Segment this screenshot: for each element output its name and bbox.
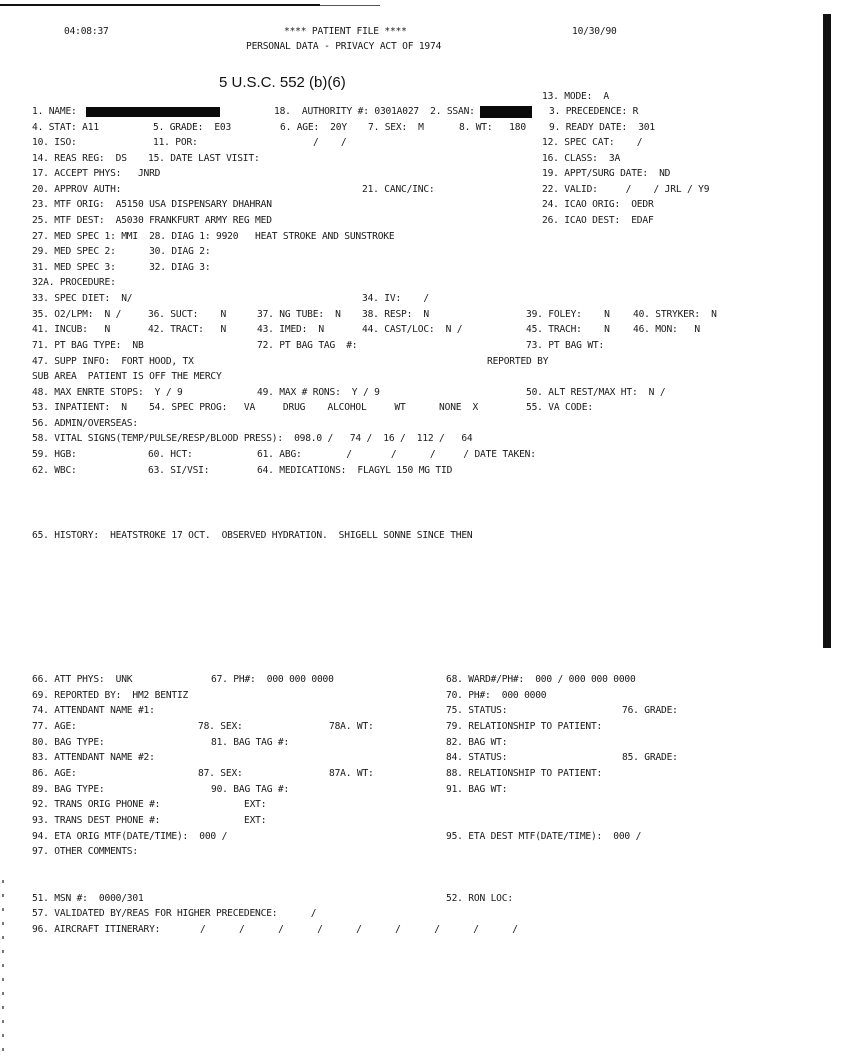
- field-42-tract: 42. TRACT: N: [148, 324, 227, 335]
- field-70-ph: 70. PH#: 000 0000: [446, 690, 547, 701]
- field-18-authority: 18. AUTHORITY #: 0301A027 2. SSAN:: [274, 106, 475, 117]
- field-78-sex: 78. SEX:: [198, 721, 243, 732]
- field-92-ext: EXT:: [244, 799, 267, 810]
- field-36-suct: 36. SUCT: N: [148, 309, 227, 320]
- field-12-spec-cat: 12. SPEC CAT: /: [542, 137, 643, 148]
- field-22-valid: 22. VALID: / / JRL / Y9: [542, 184, 710, 195]
- field-35-o2-lpm: 35. O2/LPM: N /: [32, 309, 122, 320]
- top-rule-tail: [320, 5, 380, 6]
- field-47-supp-info: 47. SUPP INFO: FORT HOOD, TX: [32, 356, 194, 367]
- field-61-abg: 61. ABG: / / / / DATE TAKEN:: [257, 449, 536, 460]
- field-88-relationship: 88. RELATIONSHIP TO PATIENT:: [446, 768, 603, 779]
- field-10-iso: 10. ISO:: [32, 137, 77, 148]
- field-43-imed: 43. IMED: N: [257, 324, 324, 335]
- header-title: **** PATIENT FILE ****: [284, 26, 407, 37]
- header-time: 04:08:37: [64, 26, 109, 37]
- field-75-status: 75. STATUS:: [446, 705, 508, 716]
- field-16-class: 16. CLASS: 3A: [542, 153, 621, 164]
- field-20-approv-auth: 20. APPROV AUTH:: [32, 184, 122, 195]
- field-24-icao-orig: 24. ICAO ORIG: OEDR: [542, 199, 654, 210]
- field-51-msn: 51. MSN #: 0000/301: [32, 893, 144, 904]
- field-49-max-rons: 49. MAX # RONS: Y / 9: [257, 387, 380, 398]
- field-37-ng-tube: 37. NG TUBE: N: [257, 309, 341, 320]
- field-14-reas-reg: 14. REAS REG: DS: [32, 153, 127, 164]
- field-9-ready-date: 9. READY DATE: 301: [549, 122, 655, 133]
- field-95-eta-dest-mtf: 95. ETA DEST MTF(DATE/TIME): 000 /: [446, 831, 642, 842]
- field-48-max-enrte-stops: 48. MAX ENRTE STOPS: Y / 9: [32, 387, 183, 398]
- field-71-pt-bag-type: 71. PT BAG TYPE: NB: [32, 340, 144, 351]
- field-58-vital-signs: 58. VITAL SIGNS(TEMP/PULSE/RESP/BLOOD PRESS): 098.0 / 74 / 16 / 112 / 64: [32, 433, 473, 444]
- field-89-bag-type: 89. BAG TYPE:: [32, 784, 105, 795]
- field-68-ward-ph: 68. WARD#/PH#: 000 / 000 000 0000: [446, 674, 636, 685]
- field-73-pt-bag-wt: 73. PT BAG WT:: [526, 340, 605, 351]
- field-5-grade: 5. GRADE: E03: [153, 122, 232, 133]
- field-77-age: 77. AGE:: [32, 721, 77, 732]
- field-87-sex: 87. SEX:: [198, 768, 243, 779]
- field-40-stryker: 40. STRYKER: N: [633, 309, 717, 320]
- exemption-stamp: 5 U.S.C. 552 (b)(6): [219, 74, 346, 91]
- field-79-relationship: 79. RELATIONSHIP TO PATIENT:: [446, 721, 603, 732]
- field-62-wbc: 62. WBC:: [32, 465, 77, 476]
- field-85-grade: 85. GRADE:: [622, 752, 678, 763]
- field-92-trans-orig-phone: 92. TRANS ORIG PHONE #:: [32, 799, 161, 810]
- field-96-aircraft-itinerary: 96. AIRCRAFT ITINERARY:: [32, 924, 161, 935]
- field-57-validated-by: 57. VALIDATED BY/REAS FOR HIGHER PRECEDENCE: /: [32, 908, 317, 919]
- field-74-attendant-name-1: 74. ATTENDANT NAME #1:: [32, 705, 155, 716]
- field-97-other-comments: 97. OTHER COMMENTS:: [32, 846, 138, 857]
- field-90-bag-tag: 90. BAG TAG #:: [211, 784, 290, 795]
- field-1-name: 1. NAME:: [32, 106, 77, 117]
- scan-edge-bar: [823, 14, 831, 648]
- field-38-resp: 38. RESP: N: [362, 309, 429, 320]
- field-27-28-med-spec-diag-1: 27. MED SPEC 1: MMI 28. DIAG 1: 9920 HEAT STROKE AND SUNSTROKE: [32, 231, 395, 242]
- top-rule: [0, 4, 320, 6]
- field-83-attendant-name-2: 83. ATTENDANT NAME #2:: [32, 752, 155, 763]
- field-65-history: 65. HISTORY: HEATSTROKE 17 OCT. OBSERVED HYDRATION. SHIGELL SONNE SINCE THEN: [32, 530, 473, 541]
- field-52-ron-loc: 52. RON LOC:: [446, 893, 513, 904]
- field-91-bag-wt: 91. BAG WT:: [446, 784, 508, 795]
- field-59-hgb: 59. HGB:: [32, 449, 77, 460]
- sub-area-note: SUB AREA PATIENT IS OFF THE MERCY: [32, 371, 222, 382]
- field-33-spec-diet: 33. SPEC DIET: N/: [32, 293, 133, 304]
- field-15-date-last-visit: 15. DATE LAST VISIT:: [148, 153, 260, 164]
- field-32a-procedure: 32A. PROCEDURE:: [32, 277, 116, 288]
- header-subtitle: PERSONAL DATA - PRIVACY ACT OF 1974: [246, 41, 442, 52]
- field-6-age: 6. AGE: 20Y: [280, 122, 347, 133]
- field-55-va-code: 55. VA CODE:: [526, 402, 593, 413]
- field-66-att-phys: 66. ATT PHYS: UNK: [32, 674, 133, 685]
- field-84-status: 84. STATUS:: [446, 752, 508, 763]
- reported-by-label: REPORTED BY: [487, 356, 549, 367]
- field-86-age: 86. AGE:: [32, 768, 77, 779]
- redaction-ssan: [480, 106, 532, 118]
- field-81-bag-tag: 81. BAG TAG #:: [211, 737, 290, 748]
- field-29-30-med-spec-diag-2: 29. MED SPEC 2: 30. DIAG 2:: [32, 246, 211, 257]
- field-8-wt: 8. WT: 180: [459, 122, 526, 133]
- field-17-accept-phys: 17. ACCEPT PHYS: JNRD: [32, 168, 161, 179]
- field-82-bag-wt: 82. BAG WT:: [446, 737, 508, 748]
- field-39-foley: 39. FOLEY: N: [526, 309, 610, 320]
- field-7-sex: 7. SEX: M: [368, 122, 424, 133]
- field-93-ext: EXT:: [244, 815, 267, 826]
- field-44-cast-loc: 44. CAST/LOC: N /: [362, 324, 463, 335]
- field-64-medications: 64. MEDICATIONS: FLAGYL 150 MG TID: [257, 465, 453, 476]
- field-4-stat: 4. STAT: A11: [32, 122, 99, 133]
- field-78a-wt: 78A. WT:: [329, 721, 374, 732]
- field-56-admin-overseas: 56. ADMIN/OVERSEAS:: [32, 418, 138, 429]
- field-11-por: 11. POR:: [153, 137, 198, 148]
- field-80-bag-type: 80. BAG TYPE:: [32, 737, 105, 748]
- field-41-incub: 41. INCUB: N: [32, 324, 111, 335]
- field-72-pt-bag-tag: 72. PT BAG TAG #:: [257, 340, 358, 351]
- field-67-ph: 67. PH#: 000 000 0000: [211, 674, 334, 685]
- field-13-mode: 13. MODE: A: [542, 91, 609, 102]
- field-46-mon: 46. MON: N: [633, 324, 700, 335]
- field-31-32-med-spec-diag-3: 31. MED SPEC 3: 32. DIAG 3:: [32, 262, 211, 273]
- redaction-name: [86, 107, 220, 117]
- header-date: 10/30/90: [572, 26, 617, 37]
- field-94-eta-orig-mtf: 94. ETA ORIG MTF(DATE/TIME): 000 /: [32, 831, 228, 842]
- field-11-por-value: / /: [313, 137, 347, 148]
- field-3-precedence: 3. PRECEDENCE: R: [549, 106, 639, 117]
- field-45-trach: 45. TRACH: N: [526, 324, 610, 335]
- field-87a-wt: 87A. WT:: [329, 768, 374, 779]
- field-23-mtf-orig: 23. MTF ORIG: A5150 USA DISPENSARY DHAHRAN: [32, 199, 272, 210]
- field-53-54-inpatient-spec-prog: 53. INPATIENT: N 54. SPEC PROG: VA DRUG ALCOHOL WT NONE X: [32, 402, 479, 413]
- field-60-hct: 60. HCT:: [148, 449, 193, 460]
- scan-edge-specks: [2, 880, 4, 1060]
- field-21-canc-inc: 21. CANC/INC:: [362, 184, 435, 195]
- field-25-mtf-dest: 25. MTF DEST: A5030 FRANKFURT ARMY REG MED: [32, 215, 272, 226]
- field-34-iv: 34. IV: /: [362, 293, 429, 304]
- field-69-reported-by: 69. REPORTED BY: HM2 BENTIZ: [32, 690, 189, 701]
- field-63-si-vsi: 63. SI/VSI:: [148, 465, 210, 476]
- field-19-appt-surg-date: 19. APPT/SURG DATE: ND: [542, 168, 671, 179]
- field-93-trans-dest-phone: 93. TRANS DEST PHONE #:: [32, 815, 161, 826]
- field-96-itinerary-slots: / / / / / / / / /: [200, 924, 518, 935]
- field-76-grade: 76. GRADE:: [622, 705, 678, 716]
- field-50-alt-rest: 50. ALT REST/MAX HT: N /: [526, 387, 666, 398]
- field-26-icao-dest: 26. ICAO DEST: EDAF: [542, 215, 654, 226]
